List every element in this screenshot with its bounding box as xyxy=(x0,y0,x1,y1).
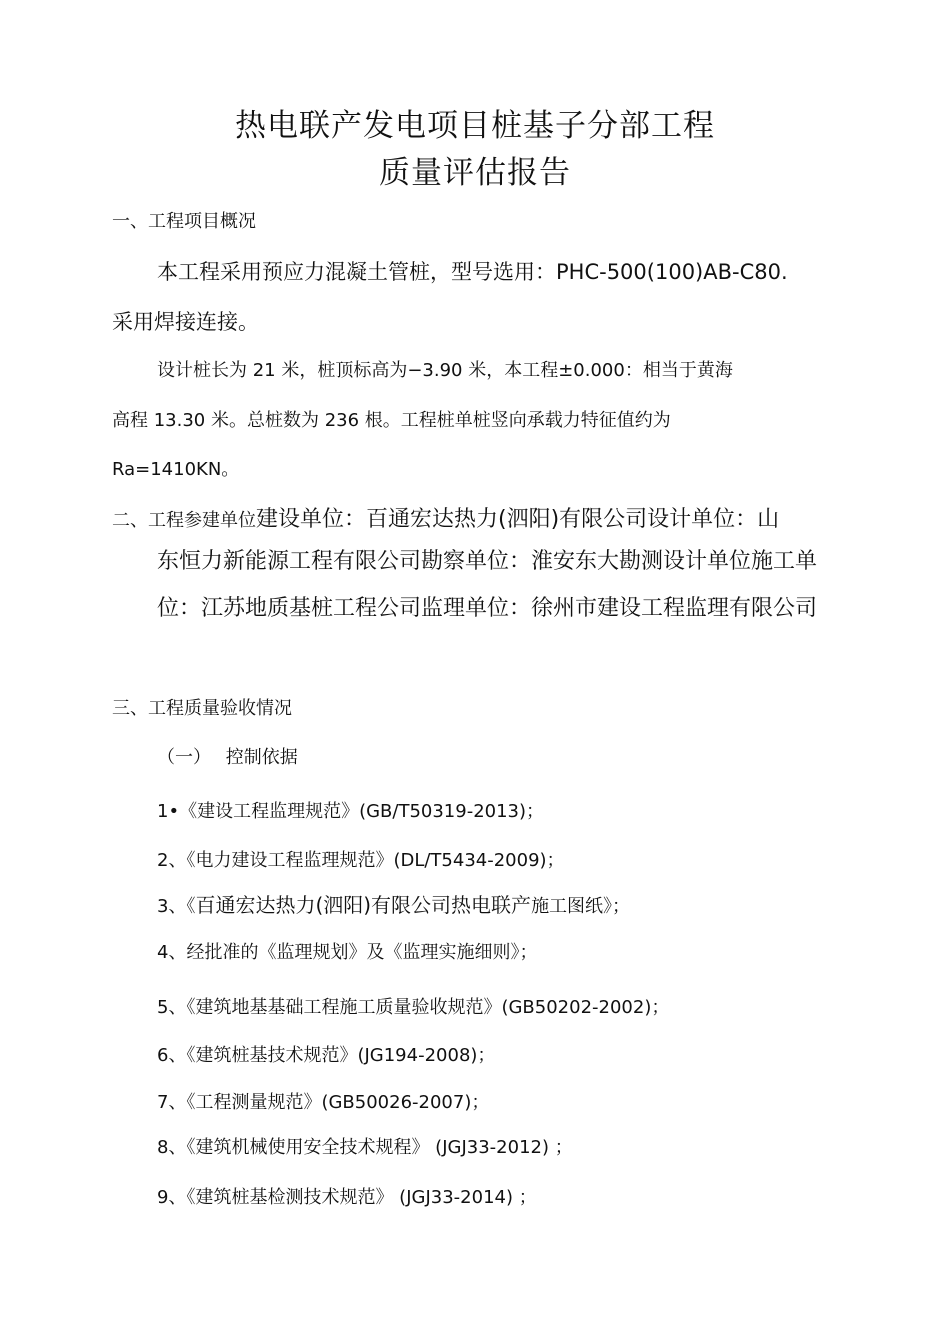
basis-item-3-suffix: 施工图纸》； xyxy=(531,896,631,917)
basis-item-3-prefix: 3、《 xyxy=(157,896,196,917)
basis-item-4: 4、经批准的《监理规划》及《监理实施细则》； xyxy=(157,942,538,963)
basis-item-6: 6、《建筑桩基技术规范》(JG194-2008)； xyxy=(157,1045,496,1066)
basis-item-3-main: 百通宏达热力(泗阳)有限公司热电联产 xyxy=(195,893,532,917)
section2-text-rest: 东恒力新能源工程有限公司勘察单位：淮安东大勘测设计单位施工单位：江苏地质基桩工程公司监理单位：徐州市建设工程监理有限公司 xyxy=(157,549,818,621)
section1-heading: 一、工程项目概况 xyxy=(112,211,256,232)
section2-heading: 二、工程参建单位 xyxy=(112,510,256,531)
section1-para2-line3: Ra=1410KN。 xyxy=(112,459,240,480)
document-title-line2: 质量评估报告 xyxy=(379,155,571,191)
section1-para2-line2: 高程 13.30 米。总桩数为 236 根。工程桩单桩竖向承载力特征值约为 xyxy=(112,410,671,431)
section2-text-line1: 建设单位：百通宏达热力(泗阳)有限公司设计单位：山 xyxy=(256,507,780,532)
basis-item-9: 9、《建筑桩基检测技术规范》 (JGJ33-2014) ； xyxy=(157,1187,537,1208)
section3-heading: 三、工程质量验收情况 xyxy=(112,698,292,719)
basis-item-3 xyxy=(157,889,630,918)
section1-para2-line1: 设计桩长为 21 米，桩顶标高为−3.90 米，本工程±0.000：相当于黄海 xyxy=(157,360,733,381)
document-title-line1: 热电联产发电项目桩基子分部工程 xyxy=(235,108,715,144)
section1-para1-line2: 采用焊接连接。 xyxy=(112,310,259,334)
basis-item-7: 7、《工程测量规范》(GB50026-2007)； xyxy=(157,1092,490,1113)
basis-item-8: 8、《建筑机械使用安全技术规程》 (JGJ33-2012) ； xyxy=(157,1137,573,1158)
basis-item-1: 1•《建设工程监理规范》(GB/T50319-2013)； xyxy=(157,801,545,822)
section1-para1-line1: 本工程采用预应力混凝土管桩，型号选用：PHC-500(100)AB-C80. xyxy=(157,260,788,284)
basis-item-2: 2、《电力建设工程监理规范》(DL/T5434-2009)； xyxy=(157,850,565,871)
basis-item-5: 5、《建筑地基基础工程施工质量验收规范》(GB50202-2002)； xyxy=(157,997,670,1018)
section3-sub1: （一） 控制依据 xyxy=(157,747,298,768)
section2-first-line xyxy=(112,502,779,533)
